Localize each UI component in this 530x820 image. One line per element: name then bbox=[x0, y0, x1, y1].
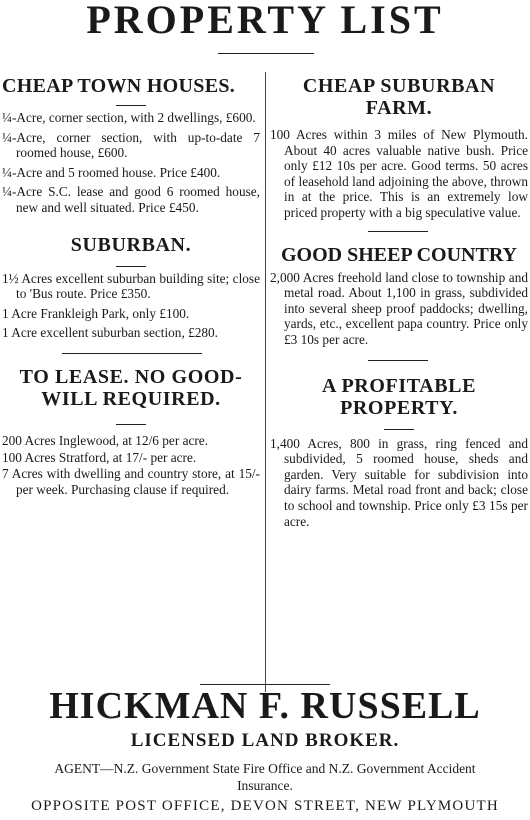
list-item: 200 Acres Inglewood, at 12/6 per acre. bbox=[2, 432, 209, 448]
list-item: 1 Acre Frankleigh Park, only £100. bbox=[2, 305, 190, 321]
list-item: 1½ Acres excellent suburban building site; close to 'Bus route. Price £350. bbox=[2, 270, 260, 302]
town-houses-rule bbox=[116, 105, 146, 106]
suburban-rule bbox=[116, 266, 146, 267]
broker-name: HICKMAN F. RUSSELL bbox=[49, 685, 481, 727]
list-item: 1 Acre excellent suburban section, £280. bbox=[2, 325, 219, 341]
sheep-country-text: 2,000 Acres freehold land close to township and metal road. About 1,100 in grass, subdivided into several sheep proof paddocks; dwelling, yards, etc., excellent papa country. Price only £3 10s per acre. bbox=[270, 269, 528, 347]
list-item: ¼-Acre, corner section, with 2 dwellings, £600. bbox=[2, 110, 256, 125]
broker-role: LICENSED LAND BROKER. bbox=[130, 730, 400, 751]
suburban-farm-text: 100 Acres within 3 miles of New Plymouth. About 40 acres valuable native bush. Price only £12 10s per acre. Good terms. 50 acres of leasehold land adjoining the above, thrown in at the price. This is an extremely low priced property with a big speculative value. bbox=[270, 127, 528, 220]
town-houses-list bbox=[2, 110, 260, 216]
right-column bbox=[270, 75, 528, 529]
list-item: 7 Acres with dwelling and country store, at 15/- per week. Purchasing clause if required. bbox=[2, 466, 260, 497]
title-rule bbox=[218, 53, 314, 54]
farm-rule bbox=[368, 231, 428, 232]
list-item: ¼-Acre S.C. lease and good 6 roomed house, new and well situated. Price £450. bbox=[2, 184, 260, 215]
profitable-property-text: 1,400 Acres, 800 in grass, ring fenced and subdivided, 5 roomed house, sheds and garden. Very suitable for subdivision into dairy farms. Metal road front and back; close to school and township. Price only £3 15s per acre. bbox=[270, 435, 528, 529]
agent-line: AGENT—N.Z. Government State Fire Office and N.Z. Government Accident Insurance. bbox=[54, 761, 476, 793]
lease-list bbox=[2, 433, 260, 497]
sheep-rule bbox=[368, 360, 428, 361]
town-houses-heading: CHEAP TOWN HOUSES. bbox=[2, 75, 236, 97]
suburban-heading: SUBURBAN. bbox=[70, 233, 192, 256]
left-column bbox=[2, 75, 260, 501]
suburban-farm-heading: CHEAP SUBURBAN FARM. bbox=[302, 75, 496, 119]
sheep-country-heading: GOOD SHEEP COUNTRY bbox=[281, 243, 517, 266]
lease-heading: TO LEASE. NO GOOD-WILL REQUIRED. bbox=[19, 365, 243, 410]
lease-rule bbox=[116, 424, 146, 425]
column-divider bbox=[265, 72, 266, 692]
list-item: 100 Acres Stratford, at 17/- per acre. bbox=[2, 449, 197, 465]
section-rule bbox=[62, 353, 202, 354]
address-line: OPPOSITE POST OFFICE, DEVON STREET, NEW PLYMOUTH bbox=[31, 798, 499, 814]
list-item: ¼-Acre, corner section, with up-to-date 7 roomed house, £600. bbox=[2, 129, 260, 161]
page-title: PROPERTY LIST bbox=[86, 0, 444, 42]
suburban-list bbox=[2, 271, 260, 341]
list-item: ¼-Acre and 5 roomed house. Price £400. bbox=[2, 164, 221, 180]
profitable-property-heading: A PROFITABLE PROPERTY. bbox=[321, 374, 477, 419]
profit-rule bbox=[384, 429, 414, 430]
